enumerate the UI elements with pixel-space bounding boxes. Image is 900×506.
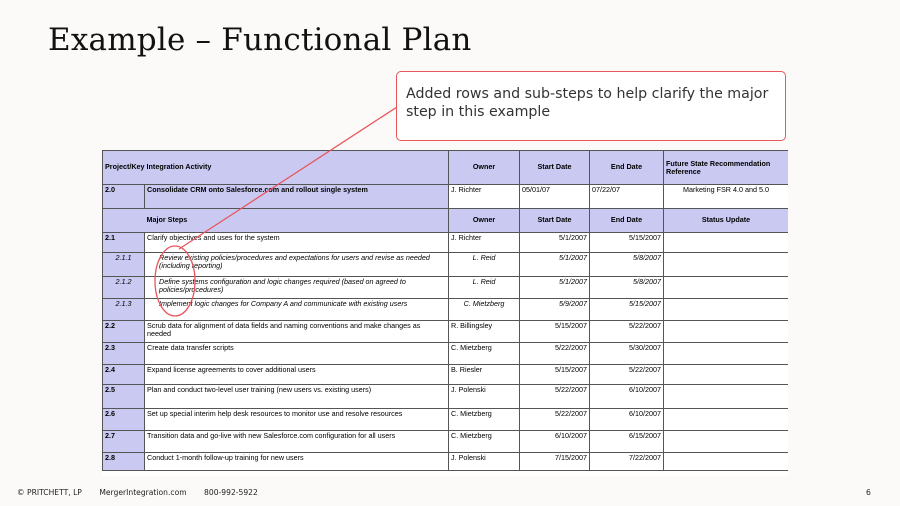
step-number: 2.6 (103, 409, 145, 431)
main-activity-start: 05/01/07 (520, 185, 590, 209)
step-number: 2.2 (103, 321, 145, 343)
step-owner: J. Polenski (449, 385, 520, 409)
step-owner: J. Polenski (449, 453, 520, 471)
step-description: Scrub data for alignment of data fields and naming conventions and make changes as needed (145, 321, 449, 343)
main-activity-future: Marketing FSR 4.0 and 5.0 (664, 185, 789, 209)
step-start-date: 5/1/2007 (520, 277, 590, 299)
step-owner: L. Reid (449, 253, 520, 277)
step-number: 2.5 (103, 385, 145, 409)
step-end-date: 7/22/2007 (590, 453, 664, 471)
step-description: Create data transfer scripts (145, 343, 449, 365)
step-start-date: 5/22/2007 (520, 343, 590, 365)
step-end-date: 6/10/2007 (590, 409, 664, 431)
slide-title: Example – Functional Plan (48, 22, 472, 58)
step-end-date: 5/15/2007 (590, 233, 664, 253)
step-start-date: 5/1/2007 (520, 253, 590, 277)
step-description: Review existing policies/procedures and expectations for users and revise as needed (including reporting) (145, 253, 449, 277)
step-owner: R. Billingsley (449, 321, 520, 343)
main-activity-text: Consolidate CRM onto Salesforce.com and rollout single system (145, 185, 449, 209)
step-end-date: 5/15/2007 (590, 299, 664, 321)
step-end-date: 6/15/2007 (590, 431, 664, 453)
step-start-date: 7/15/2007 (520, 453, 590, 471)
header-major-steps: Major Steps (145, 209, 449, 233)
step-owner: C. Mietzberg (449, 299, 520, 321)
step-end-date: 5/8/2007 (590, 253, 664, 277)
step-owner: L. Reid (449, 277, 520, 299)
step-owner: J. Richter (449, 233, 520, 253)
step-description: Transition data and go-live with new Salesforce.com configuration for all users (145, 431, 449, 453)
callout-pointer-line (179, 107, 397, 249)
step-owner: C. Mietzberg (449, 431, 520, 453)
header-owner: Owner (449, 151, 520, 185)
step-end-date: 5/22/2007 (590, 321, 664, 343)
step-end-date: 5/30/2007 (590, 343, 664, 365)
step-description: Plan and conduct two-level user training (new users vs. existing users) (145, 385, 449, 409)
step-number: 2.7 (103, 431, 145, 453)
step-description: Conduct 1-month follow-up training for new users (145, 453, 449, 471)
header-steps-owner: Owner (449, 209, 520, 233)
step-start-date: 5/15/2007 (520, 321, 590, 343)
step-number: 2.1 (103, 233, 145, 253)
header-activity: Project/Key Integration Activity (103, 151, 449, 185)
main-activity-owner: J. Richter (449, 185, 520, 209)
step-start-date: 5/22/2007 (520, 409, 590, 431)
main-activity-number: 2.0 (103, 185, 145, 209)
step-start-date: 5/1/2007 (520, 233, 590, 253)
step-start-date: 5/15/2007 (520, 365, 590, 385)
step-description: Set up special interim help desk resources to monitor use and resolve resources (145, 409, 449, 431)
step-owner: C. Mietzberg (449, 409, 520, 431)
step-number: 2.8 (103, 453, 145, 471)
step-number: 2.1.3 (103, 299, 145, 321)
header-start-date: Start Date (520, 151, 590, 185)
step-description: Define systems configuration and logic changes required (based on agreed to policies/procedures) (145, 277, 449, 299)
header-end-date: End Date (590, 151, 664, 185)
step-number: 2.1.1 (103, 253, 145, 277)
step-number: 2.1.2 (103, 277, 145, 299)
step-end-date: 6/10/2007 (590, 385, 664, 409)
step-description: Clarify objectives and uses for the system (145, 233, 449, 253)
step-owner: C. Mietzberg (449, 343, 520, 365)
footer (17, 488, 273, 497)
step-description: Implement logic changes for Company A and communicate with existing users (145, 299, 449, 321)
callout-highlight-ellipse (155, 246, 195, 316)
step-number: 2.4 (103, 365, 145, 385)
step-owner: B. Riesler (449, 365, 520, 385)
step-start-date: 6/10/2007 (520, 431, 590, 453)
step-end-date: 5/22/2007 (590, 365, 664, 385)
step-start-date: 5/9/2007 (520, 299, 590, 321)
step-number: 2.3 (103, 343, 145, 365)
step-end-date: 5/8/2007 (590, 277, 664, 299)
page-number: 6 (866, 488, 871, 497)
step-start-date: 5/22/2007 (520, 385, 590, 409)
annotation-callout: Added rows and sub-steps to help clarify the major step in this example (396, 71, 786, 141)
header-future-state: Future State Recommendation Reference (664, 151, 789, 185)
header-status-update: Status Update (664, 209, 789, 233)
main-activity-end: 07/22/07 (590, 185, 664, 209)
step-description: Expand license agreements to cover additional users (145, 365, 449, 385)
footer-website: MergerIntegration.com (99, 488, 187, 497)
footer-phone: 800-992-5922 (204, 488, 258, 497)
footer-copyright: © PRITCHETT, LP (17, 488, 82, 497)
header-steps-start: Start Date (520, 209, 590, 233)
header-steps-end: End Date (590, 209, 664, 233)
